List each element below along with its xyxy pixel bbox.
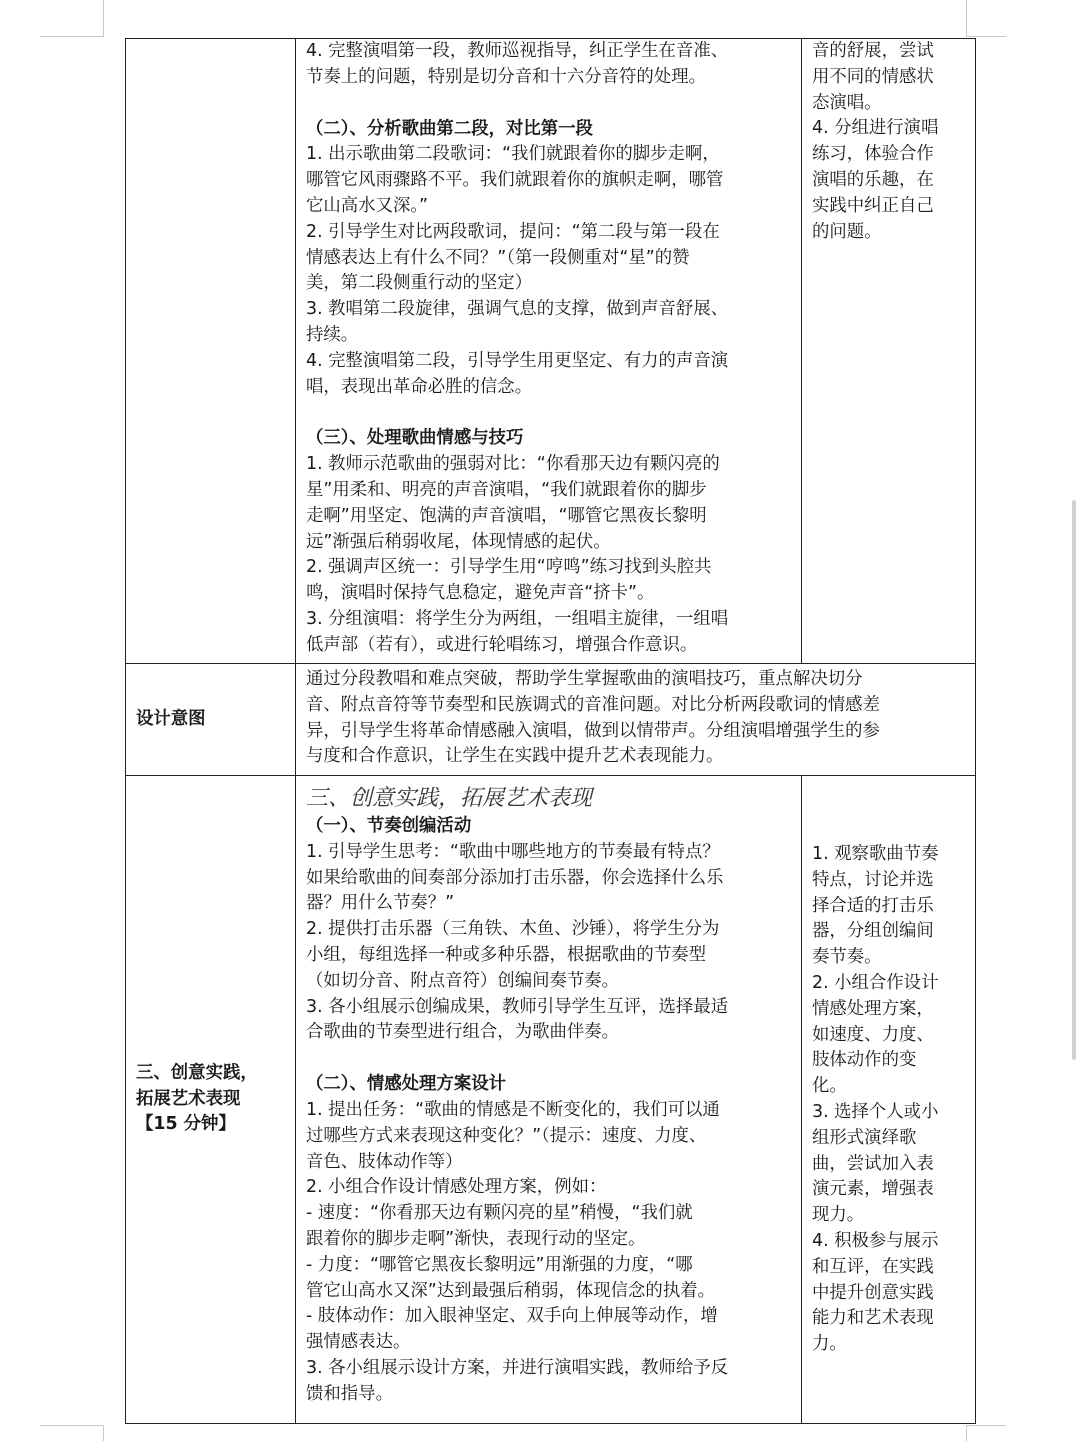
text-line: 鸣，演唱时保持气息稳定，避免声音“挤卡”。 [306, 583, 655, 604]
text-line: 星”用柔和、明亮的声音演唱，“我们就跟着你的脚步 [306, 479, 707, 500]
text-line: 中提升创意实践 [812, 1282, 934, 1303]
section-heading: （三）、处理歌曲情感与技巧 [306, 428, 524, 449]
section-heading: （一）、节奏创编活动 [306, 816, 472, 836]
text-line: 小组，每组选择一种或多种乐器，根据歌曲的节奏型 [306, 944, 706, 965]
text-line: 组形式演绎歌 [812, 1127, 917, 1148]
text-line: 3. 各小组展示创编成果，教师引导学生互评，选择最适 [306, 996, 729, 1017]
text-line: 管它山高水又深”达到最强后稍弱，体现信念的执着。 [306, 1280, 715, 1301]
stage3-student-cell [802, 776, 976, 1424]
text-line: 4. 分组进行演唱 [812, 118, 939, 139]
text-line: 如速度、力度、 [812, 1024, 934, 1045]
text-line: 远”渐强后稍弱收尾，体现情感的起伏。 [306, 531, 611, 552]
text-line: 3. 各小组展示设计方案，并进行演唱实践，教师给予反 [306, 1357, 729, 1378]
scrollbar[interactable] [1072, 500, 1076, 1060]
text-line: 3. 选择个人或小 [812, 1101, 939, 1122]
text-line: 1. 引导学生思考：“歌曲中哪些地方的节奏最有特点？ [306, 841, 720, 862]
text-line: 如果给歌曲的间奏部分添加打击乐器，你会选择什么乐 [306, 867, 724, 888]
text-line: 器，分组创编间 [812, 921, 934, 942]
text-line: 美，第二段侧重行动的坚定） [306, 273, 533, 294]
text-line: 强情感表达。 [306, 1332, 411, 1353]
row1-label-cell [126, 39, 296, 664]
text-line: 4. 完整演唱第一段，教师巡视指导，纠正学生在音准、 [306, 41, 729, 61]
text-line: 跟着你的脚步走啊”渐快，表现行动的坚定。 [306, 1228, 646, 1249]
text-line: 通过分段教唱和难点突破，帮助学生掌握歌曲的演唱技巧，重点解决切分 [306, 669, 863, 689]
corner-mark [966, 1425, 967, 1441]
text-line: 演唱的乐趣，在 [812, 169, 934, 190]
text-line: 演元素，增强表 [812, 1179, 934, 1200]
text-line: 肢体动作的变 [812, 1050, 917, 1071]
design-intent-label-text: 设计意图 [136, 708, 206, 729]
blank-line [306, 400, 793, 426]
corner-mark [966, 1425, 1006, 1426]
text-line: 的问题。 [812, 221, 882, 242]
text-line: 音、附点音符等节奏型和民族调式的音准问题。对比分析两段歌词的情感差 [306, 694, 880, 715]
stage3-title: 三、创意实践，拓展艺术表现 [306, 786, 593, 811]
text-line: 化。 [812, 1076, 847, 1097]
text-line: 节奏上的问题，特别是切分音和十六分音符的处理。 [306, 66, 706, 87]
text-line: 合歌曲的节奏型进行组合，为歌曲伴奏。 [306, 1022, 620, 1043]
text-line: 哪管它风雨骤路不平。我们就跟着你的旗帜走啊，哪管 [306, 170, 724, 191]
text-line: 和互评，在实践 [812, 1256, 934, 1277]
text-line: 1. 出示歌曲第二段歌词：“我们就跟着你的脚步走啊， [306, 144, 720, 165]
text-line: 馈和指导。 [306, 1383, 393, 1404]
text-line: 过哪些方式来表现这种变化？”（提示：速度、力度、 [306, 1125, 707, 1146]
text-line: - 肢体动作：加入眼神坚定、双手向上伸展等动作，增 [306, 1306, 718, 1327]
stage3-activity-lines [306, 814, 793, 1408]
section-heading: （二）、情感处理方案设计 [306, 1074, 506, 1095]
corner-mark [103, 0, 104, 36]
text-line: 音色、肢体动作等） [306, 1151, 463, 1172]
text-line: 力。 [812, 1334, 847, 1355]
corner-mark [966, 36, 1006, 37]
stage3-label-line: 拓展艺术表现 [136, 1088, 241, 1109]
text-line: 3. 分组演唱：将学生分为两组，一组唱主旋律，一组唱 [306, 608, 729, 629]
corner-mark [103, 1425, 104, 1441]
text-line: 练习，体验合作 [812, 144, 934, 165]
text-line: 1. 提出任务：“歌曲的情感是不断变化的，我们可以通 [306, 1099, 720, 1120]
text-line: 2. 小组合作设计情感处理方案，例如： [306, 1177, 607, 1198]
text-line: 4. 积极参与展示 [812, 1230, 939, 1251]
text-line: 器？用什么节奏？” [306, 893, 455, 914]
text-line: 4. 完整演唱第二段，引导学生用更坚定、有力的声音演 [306, 350, 729, 371]
text-line: 曲，尝试加入表 [812, 1153, 934, 1174]
text-line: 持续。 [306, 324, 359, 345]
text-line: 情感表达上有什么不同？”（第一段侧重对“星”的赞 [306, 247, 690, 268]
corner-mark [40, 36, 104, 37]
table-row [126, 664, 976, 776]
design-intent-label [126, 664, 296, 776]
text-line: 态演唱。 [812, 92, 882, 113]
text-line: 1. 教师示范歌曲的强弱对比：“你看那天边有颗闪亮的 [306, 454, 720, 475]
text-line: 音的舒展，尝试 [812, 41, 934, 61]
stage3-label-line: 三、创意实践， [136, 1062, 258, 1083]
stage3-label-line: 【15 分钟】 [136, 1114, 236, 1135]
text-line: （如切分音、附点音符）创编间奏节奏。 [306, 970, 620, 991]
text-line: 特点，讨论并选 [812, 869, 934, 890]
corner-mark [40, 1425, 104, 1426]
design-intent-text-cell [296, 664, 976, 776]
table-row [126, 776, 976, 1424]
text-line: 情感处理方案， [812, 998, 934, 1019]
blank-line [306, 91, 793, 117]
text-line: 走啊”用坚定、饱满的声音演唱，“哪管它黑夜长黎明 [306, 505, 707, 526]
row1-student-cell [802, 39, 976, 664]
text-line: 奏节奏。 [812, 947, 882, 968]
stage3-activity-cell [296, 776, 802, 1424]
text-line: 2. 引导学生对比两段歌词，提问：“第二段与第一段在 [306, 221, 720, 242]
text-line: 用不同的情感状 [812, 66, 934, 87]
row1-activity-cell [296, 39, 802, 664]
blank-line [306, 1046, 793, 1072]
section-heading: （二）、分析歌曲第二段，对比第一段 [306, 118, 593, 139]
text-line: - 力度：“哪管它黑夜长黎明远”用渐强的力度，“哪 [306, 1254, 693, 1275]
text-line: 2. 强调声区统一：引导学生用“哼鸣”练习找到头腔共 [306, 557, 712, 578]
text-line: 唱，表现出革命必胜的信念。 [306, 376, 533, 397]
text-line: 低声部（若有），或进行轮唱练习，增强合作意识。 [306, 634, 698, 655]
text-line: 现力。 [812, 1205, 865, 1226]
text-line: 2. 小组合作设计 [812, 972, 939, 993]
text-line: 择合适的打击乐 [812, 895, 934, 916]
text-line: 异，引导学生将革命情感融入演唱，做到以情带声。分组演唱增强学生的参 [306, 720, 880, 741]
text-line: - 速度：“你看那天边有颗闪亮的星”稍慢，“我们就 [306, 1203, 693, 1224]
table-row [126, 39, 976, 664]
text-line: 实践中纠正自己 [812, 195, 934, 216]
text-line: 2. 提供打击乐器（三角铁、木鱼、沙锤），将学生分为 [306, 919, 720, 940]
stage3-label-cell [126, 776, 296, 1424]
text-line: 与度和合作意识，让学生在实践中提升艺术表现能力。 [306, 746, 724, 767]
text-line: 它山高水又深。” [306, 195, 429, 216]
text-line: 3. 教唱第二段旋律，强调气息的支撑，做到声音舒展、 [306, 299, 729, 320]
lesson-plan-table [125, 38, 976, 1424]
corner-mark [966, 0, 967, 36]
text-line: 能力和艺术表现 [812, 1308, 934, 1329]
text-line: 1. 观察歌曲节奏 [812, 844, 939, 864]
